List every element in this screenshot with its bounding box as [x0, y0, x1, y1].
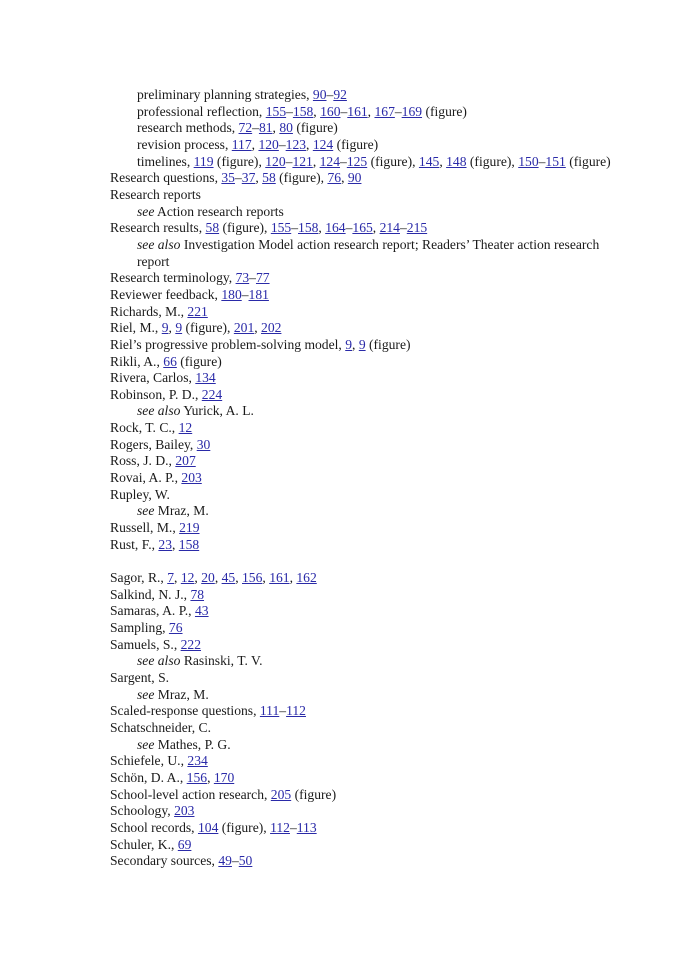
ref-separator: , [313, 103, 321, 119]
index-entry [110, 437, 630, 454]
page-link[interactable]: 81 [258, 120, 273, 136]
page-link[interactable]: 155 [270, 220, 292, 236]
entry-term: Rupley, W. [110, 486, 170, 502]
index-entry [110, 720, 630, 737]
page-link[interactable]: 134 [195, 370, 216, 386]
ref-separator: , [341, 170, 348, 186]
page-link[interactable]: 80 [279, 120, 293, 136]
page-link[interactable]: 72 [238, 120, 253, 136]
ref-separator: – [340, 153, 347, 169]
page-link[interactable]: 221 [187, 303, 208, 319]
see-reference-label: see [137, 503, 155, 519]
entry-term: timelines, [137, 153, 194, 169]
entry-term: Ross, J. D., [110, 453, 176, 469]
page-link[interactable]: 201 [233, 320, 255, 336]
see-reference-label: see also [137, 236, 181, 252]
index-entry [110, 603, 630, 620]
section-gap [110, 553, 630, 570]
page-link[interactable]: 113 [296, 819, 317, 835]
index-entry [110, 287, 630, 304]
ref-separator: (figure), [213, 153, 266, 169]
page-link[interactable]: 112 [286, 703, 306, 719]
page-link[interactable]: 76 [327, 170, 342, 186]
page-link[interactable]: 181 [248, 286, 269, 302]
ref-separator: (figure) [422, 103, 467, 119]
page-link[interactable]: 214 [379, 220, 400, 236]
ref-separator: – [234, 170, 242, 186]
index-entry [110, 470, 630, 487]
page-link[interactable]: 219 [179, 520, 200, 536]
entry-term: Schiefele, U., [110, 753, 188, 769]
entry-term: Mathes, P. G. [154, 736, 231, 752]
entry-term: Rivera, Carlos, [110, 370, 196, 386]
index-entry [110, 270, 630, 287]
index-entry [110, 387, 630, 404]
page-link[interactable]: 66 [163, 353, 177, 369]
index-subentry [110, 87, 630, 104]
page-link[interactable]: 104 [197, 819, 219, 835]
ref-separator: , [262, 570, 270, 586]
page-link[interactable]: 20 [201, 570, 215, 586]
ref-separator: – [285, 153, 293, 169]
ref-separator: , [306, 136, 313, 152]
index-entry [110, 570, 630, 587]
ref-separator: , [312, 153, 320, 169]
page-link[interactable]: 158 [178, 536, 200, 552]
ref-separator: (figure), [367, 153, 419, 169]
ref-separator: (figure) [291, 786, 337, 802]
page-link[interactable]: 180 [221, 286, 242, 302]
ref-separator: (figure) [333, 136, 379, 152]
ref-separator: – [279, 703, 287, 719]
see-reference-label: see [137, 203, 155, 219]
ref-separator: – [252, 120, 259, 136]
ref-separator: , [235, 570, 242, 586]
page-link[interactable]: 77 [255, 270, 270, 286]
page-link[interactable]: 203 [181, 470, 202, 486]
entry-term: Rock, T. C., [110, 420, 179, 436]
index-entry [110, 354, 630, 371]
page-link[interactable]: 148 [446, 153, 467, 169]
ref-separator: , [318, 220, 326, 236]
page-link[interactable]: 73 [235, 270, 250, 286]
page-link[interactable]: 112 [270, 819, 290, 835]
page-link[interactable]: 158 [298, 220, 319, 236]
entry-term: Schatschneider, C. [110, 719, 212, 735]
page-link[interactable]: 215 [406, 220, 428, 236]
ref-separator: (figure) [292, 120, 338, 136]
entry-term: Riel’s progressive problem-solving model, [110, 336, 346, 352]
index-entry [110, 703, 630, 720]
ref-separator: – [340, 103, 348, 119]
index-subentry [110, 137, 630, 154]
ref-separator: (figure), [219, 220, 271, 236]
page-link[interactable]: 119 [193, 153, 214, 169]
entry-term: Rovai, A. P., [110, 470, 182, 486]
see-reference-label: see [137, 736, 155, 752]
page-link[interactable]: 117 [231, 136, 252, 152]
ref-separator: – [326, 87, 334, 102]
page-link[interactable]: 90 [312, 87, 327, 102]
page-link[interactable]: 165 [352, 220, 373, 236]
ref-separator: , [251, 136, 259, 152]
see-reference-label: see also [137, 653, 181, 669]
index-page [110, 87, 630, 870]
page-link[interactable]: 92 [333, 87, 347, 102]
entry-term: Sampling, [110, 619, 169, 635]
page-link[interactable]: 9 [161, 320, 169, 336]
index-subentry [110, 503, 630, 520]
index-subentry [110, 687, 630, 704]
index-entry [110, 803, 630, 820]
ref-separator: , [254, 320, 262, 336]
entry-term: Russell, M., [110, 520, 180, 536]
page-link[interactable]: 205 [270, 786, 292, 802]
ref-separator: , [168, 320, 176, 336]
index-subentry [110, 403, 630, 420]
index-entry [110, 670, 630, 687]
page-link[interactable]: 120 [265, 153, 286, 169]
index-entry [110, 837, 630, 854]
index-subentry [110, 154, 630, 171]
page-link[interactable]: 9 [345, 336, 353, 352]
entry-term: preliminary planning strategies, [137, 87, 313, 102]
page-link[interactable]: 23 [158, 536, 172, 552]
index-entry [110, 320, 630, 337]
page-link[interactable]: 43 [194, 603, 209, 619]
entry-term: Rikli, A., [110, 353, 164, 369]
index-entry [110, 753, 630, 770]
index-entry [110, 770, 630, 787]
ref-separator: , [439, 153, 447, 169]
page-link[interactable]: 224 [201, 386, 223, 402]
entry-term: revision process, [137, 136, 232, 152]
entry-term: Salkind, N. J., [110, 586, 191, 602]
entry-term: Riel, M., [110, 320, 162, 336]
page-link[interactable]: 158 [292, 103, 314, 119]
index-entry [110, 420, 630, 437]
ref-separator: , [372, 220, 380, 236]
entry-term: School-level action research, [110, 786, 271, 802]
ref-separator: (figure), [466, 153, 519, 169]
ref-separator: – [291, 220, 299, 236]
page-link[interactable]: 12 [178, 420, 193, 436]
ref-separator: , [214, 570, 222, 586]
ref-separator: – [289, 819, 297, 835]
page-link[interactable]: 155 [265, 103, 287, 119]
entry-term: Reviewer feedback, [110, 286, 222, 302]
page-link[interactable]: 156 [186, 769, 208, 785]
page-link[interactable]: 170 [213, 769, 235, 785]
page-link[interactable]: 7 [167, 570, 175, 586]
see-reference-label: see also [137, 403, 181, 419]
index-entry [110, 170, 630, 187]
page-link[interactable]: 35 [221, 170, 235, 186]
ref-separator: , [367, 103, 375, 119]
index-entry [110, 637, 630, 654]
page-link[interactable]: 58 [262, 170, 276, 186]
page-link[interactable]: 156 [242, 570, 263, 586]
ref-separator: (figure), [275, 170, 328, 186]
page-link[interactable]: 69 [177, 836, 192, 852]
page-link[interactable]: 30 [196, 436, 211, 452]
page-link[interactable]: 207 [175, 453, 196, 469]
ref-separator: , [289, 570, 297, 586]
ref-separator: – [345, 220, 353, 236]
entry-term: research methods, [137, 120, 239, 136]
page-link[interactable]: 169 [401, 103, 423, 119]
page-link[interactable]: 58 [205, 220, 220, 236]
page-link[interactable]: 12 [180, 570, 195, 586]
entry-term: Secondary sources, [110, 853, 219, 869]
entry-term: Richards, M., [110, 303, 188, 319]
ref-separator: – [538, 153, 546, 169]
entry-term: Research results, [110, 220, 206, 236]
index-entry [110, 787, 630, 804]
entry-term: Sargent, S. [110, 669, 170, 685]
page-link[interactable]: 120 [258, 136, 279, 152]
ref-separator: – [231, 853, 239, 869]
ref-separator: (figure), [182, 320, 234, 336]
entry-term: Rogers, Bailey, [110, 436, 197, 452]
ref-separator: – [394, 103, 402, 119]
ref-separator: , [174, 570, 181, 586]
index-entry [110, 820, 630, 837]
entry-term: Schuler, K., [110, 836, 178, 852]
ref-separator: – [286, 103, 293, 119]
page-link[interactable]: 124 [312, 136, 334, 152]
entry-term: Research terminology, [110, 270, 236, 286]
ref-separator: – [278, 136, 286, 152]
ref-separator: (figure) [365, 336, 411, 352]
ref-separator: , [172, 536, 179, 552]
entry-term: professional reflection, [137, 103, 266, 119]
page-link[interactable]: 90 [347, 170, 362, 186]
page-link[interactable]: 50 [238, 853, 253, 869]
ref-separator: – [241, 286, 249, 302]
page-link[interactable]: 45 [221, 570, 236, 586]
entry-term: Research reports [110, 186, 201, 202]
entry-term: Mraz, M. [154, 686, 209, 702]
ref-separator: (figure) [176, 353, 222, 369]
ref-separator: – [399, 220, 407, 236]
page-link[interactable]: 125 [346, 153, 368, 169]
entry-term: School records, [110, 819, 198, 835]
page-link[interactable]: 37 [241, 170, 256, 186]
index-subentry [110, 653, 630, 670]
see-reference-label: see [137, 686, 155, 702]
index-entry [110, 853, 630, 870]
index-entry [110, 537, 630, 554]
entry-term: Robinson, P. D., [110, 386, 202, 402]
page-link[interactable]: 78 [190, 586, 205, 602]
index-subentry [110, 104, 630, 121]
index-entry [110, 187, 630, 204]
ref-separator: , [255, 170, 263, 186]
entry-term: Scaled-response questions, [110, 703, 260, 719]
entry-term: Research questions, [110, 170, 222, 186]
page-link[interactable]: 161 [347, 103, 368, 119]
page-link[interactable]: 222 [180, 636, 202, 652]
page-link[interactable]: 121 [292, 153, 313, 169]
ref-separator: , [194, 570, 202, 586]
entry-term: Schön, D. A., [110, 769, 187, 785]
page-link[interactable]: 124 [319, 153, 341, 169]
entry-term: Action research reports [154, 203, 284, 219]
entry-term: Samaras, A. P., [110, 603, 195, 619]
index-entry [110, 587, 630, 604]
index-entry [110, 520, 630, 537]
page-link[interactable]: 145 [418, 153, 440, 169]
entry-term: Rasinski, T. V. [180, 653, 263, 669]
page-link[interactable]: 202 [261, 320, 282, 336]
page-link[interactable]: 203 [174, 803, 195, 819]
ref-separator: , [352, 336, 359, 352]
ref-separator: , [207, 769, 214, 785]
page-link[interactable]: 49 [218, 853, 232, 869]
page-link[interactable]: 164 [325, 220, 346, 236]
ref-separator: , [272, 120, 280, 136]
page-link[interactable]: 160 [320, 103, 341, 119]
index-entry [110, 620, 630, 637]
page-link[interactable]: 150 [518, 153, 539, 169]
page-link[interactable]: 9 [358, 336, 366, 352]
ref-separator: (figure) [565, 153, 611, 169]
index-entry [110, 304, 630, 321]
ref-separator: (figure), [218, 819, 271, 835]
index-subentry [110, 737, 630, 754]
index-entry [110, 337, 630, 354]
index-entry [110, 487, 630, 504]
page-link[interactable]: 76 [168, 619, 183, 635]
entry-term: Mraz, M. [154, 503, 209, 519]
entry-term: Samuels, S., [110, 636, 181, 652]
index-entry [110, 453, 630, 470]
entry-term: Yurick, A. L. [180, 403, 254, 419]
page-link[interactable]: 167 [374, 103, 395, 119]
page-link[interactable]: 161 [269, 570, 290, 586]
page-link[interactable]: 162 [296, 570, 317, 586]
page-link[interactable]: 123 [285, 136, 307, 152]
entry-term: Sagor, R., [110, 570, 168, 586]
index-subentry [110, 204, 630, 221]
index-subentry [110, 237, 630, 270]
index-subentry [110, 120, 630, 137]
page-link[interactable]: 151 [545, 153, 566, 169]
entry-term: Investigation Model action research report; Readers’ Theater action research report [137, 236, 600, 269]
page-link[interactable]: 234 [187, 753, 208, 769]
entry-term: Schoology, [110, 803, 175, 819]
index-entry [110, 370, 630, 387]
index-entry [110, 220, 630, 237]
page-link[interactable]: 9 [175, 320, 183, 336]
ref-separator: – [249, 270, 256, 286]
entry-term: Rust, F., [110, 536, 159, 552]
page-link[interactable]: 111 [259, 703, 280, 719]
